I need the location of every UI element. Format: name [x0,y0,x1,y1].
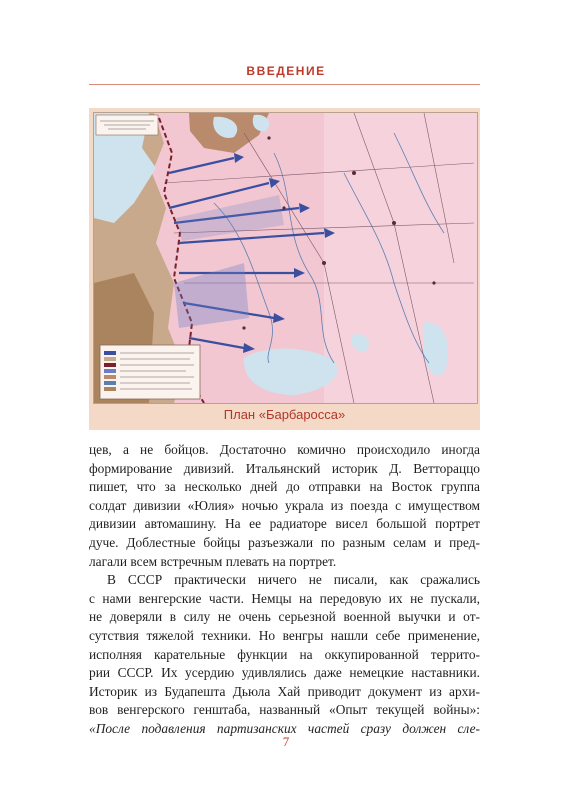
map-figure [89,108,480,430]
body-line: цев, а не бойцов. Достаточно комично происходило иногда [89,442,480,457]
body-line-quote: «После подавления партизанских частей сразу должен сле- [89,720,480,736]
body-line: формирование дивизий. Итальянский историк Д. Веттораццо [89,460,480,476]
body-line: рии СССР. Их усердию удивлялись даже немецкие наставники. [89,665,480,681]
body-line: сутствия тяжелой техники. Но венгры нашли себе применение, [89,627,480,643]
body-line: пишет, что за несколько дней до отправки на Восток группа [89,479,480,495]
body-line: солдат дивизии «Юлия» ночью украла из поезда с имуществом [89,497,480,513]
body-line: вов венгерского генштаба, названный «Опыт текущей войны»: [89,702,480,718]
body-line: лагали всем встречным плевать на портрет. [89,553,337,569]
body-line: В СССР практически ничего не писали, как сражались [107,572,480,588]
figure-caption: План «Барбаросса» [223,407,346,422]
body-line: дуче. Доблестные бойцы разъезжали по разным селам и пред- [89,534,480,550]
page-number: 7 [282,734,290,749]
body-line: исполняя карательные функции на оккупированной террито- [89,646,480,662]
body-line: Историк из Будапешта Дьюла Хай приводит документ из архи- [89,683,480,699]
body-line: дивизии автомашину. На ее радиаторе висел большой портрет [89,516,480,532]
chapter-header: ВВЕДЕНИЕ [246,64,326,78]
body-text [89,441,480,739]
barbarossa-map-image [93,112,478,404]
body-line: с нами венгерские части. Немцы на передовую их не пускали, [89,590,480,606]
body-line: не доверяли в силу не очень серьезной военной выучки и от- [89,609,480,625]
header-divider [89,84,480,85]
